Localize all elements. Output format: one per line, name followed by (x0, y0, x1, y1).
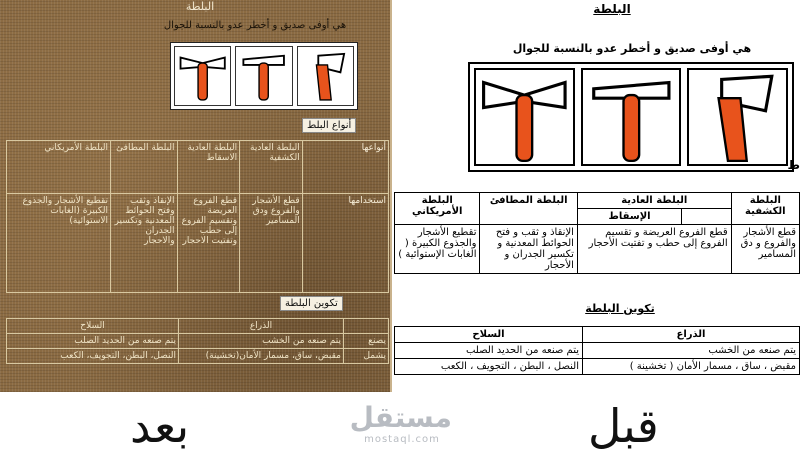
page-subtitle: هي أوفى صديق و أخطر عدو بالنسبة للجوال (163, 20, 347, 31)
axe-icon (687, 68, 788, 166)
table-cell: تقطيع الأشجار والجذوع الكبيرة (الغابات الاستوائية) (7, 194, 111, 293)
types-table (6, 140, 389, 293)
axes-illustration (170, 42, 358, 110)
watermark-arabic: مستقل (349, 401, 452, 434)
page-title: البلطة (593, 2, 631, 16)
table-cell: مقبض، ساق، مسمار الأمان(تخشينة) (179, 349, 344, 364)
axe-icon (235, 46, 292, 106)
axe-icon (581, 68, 682, 166)
table-cell: يشمل (344, 349, 389, 364)
table-header: الذراع (583, 327, 800, 343)
section-composition-label: تكوين البلطة (280, 296, 343, 311)
after-panel (0, 0, 392, 392)
table-cell: يتم صنعه من الخشب (179, 334, 344, 349)
page-subtitle: هي أوفى صديق و أخطر عدو بالنسبة للجوال (512, 42, 752, 55)
table-header: الإسقاط (577, 209, 681, 225)
table-cell: الذراع (179, 319, 344, 334)
table-cell: قطع الفروع العريضة وتقسيم الفروع إلى حطب وتفتيت الاحجار (177, 194, 240, 293)
table-cell: النصل، البطن، التجويف، الكعب (7, 349, 179, 364)
table-cell: أنواعها (302, 141, 388, 194)
table-cell: الإنقاذ وثقب وفتح الحوائط المعدنية وتكسير الجدران والاحجار (111, 194, 178, 293)
table-header: البلطة العادية (577, 193, 731, 209)
axe-icon (174, 46, 231, 106)
types-table (394, 192, 800, 274)
watermark (349, 401, 452, 445)
watermark-latin: mostaql.com (364, 434, 440, 445)
table-header: البلطة الأمريكاني (395, 193, 480, 225)
table-header (682, 209, 731, 225)
table-cell: يصنع (344, 334, 389, 349)
table-cell: النصل ، البطن ، التجويف ، الكعب (395, 359, 583, 375)
table-cell: يتم صنعه من الحديد الصلب (7, 334, 179, 349)
table-cell: تقطيع الأشجار والجذوع الكبيرة ( الغابات الإستوائية ) (395, 225, 480, 274)
table-cell: البلطة الأمريكاني (7, 141, 111, 194)
before-caption: قبل (588, 399, 659, 453)
table-header: البلطة الكشفية (731, 193, 799, 225)
table-cell (344, 319, 389, 334)
table-cell: البلطة العادية الكشفية (240, 141, 303, 194)
table-cell: الإنقاذ و ثقب و فتح الحوائط المعدنية و تكسير الجدران و الأحجار (480, 225, 577, 274)
table-cell: السلاح (7, 319, 179, 334)
section-types-label: أنواع البلط (302, 118, 356, 133)
section-composition-label: تكوين البلطة (585, 302, 655, 315)
after-caption: بعد (130, 399, 190, 453)
table-header: السلاح (395, 327, 583, 343)
table-cell: قطع الأشجار والفروع و دق المسامير (731, 225, 799, 274)
table-cell: البلطة العادية الاسقاط (177, 141, 240, 194)
axe-icon (474, 68, 575, 166)
table-cell: قطع الأشجار والفروع ودق المسامير (240, 194, 303, 293)
edge-label: ط (787, 158, 800, 172)
before-panel (392, 0, 800, 392)
table-cell: يتم صنعه من الحديد الصلب (395, 343, 583, 359)
axes-illustration (468, 62, 794, 172)
composition-table (6, 318, 389, 364)
table-header: البلطة المطافئ (480, 193, 577, 225)
table-cell: مقبض ، ساق ، مسمار الأمان ( تخشينة ) (583, 359, 800, 375)
table-cell: قطع الفروع العريضة و تقسيم الفروع إلى حطب و تفتيت الأحجار (577, 225, 731, 274)
axe-icon (297, 46, 354, 106)
table-cell: يتم صنعه من الخشب (583, 343, 800, 359)
table-cell: البلطة المطافئ (111, 141, 178, 194)
table-cell: استخدامها (302, 194, 388, 293)
page-title: البلطة (185, 0, 215, 13)
composition-table (394, 326, 800, 375)
